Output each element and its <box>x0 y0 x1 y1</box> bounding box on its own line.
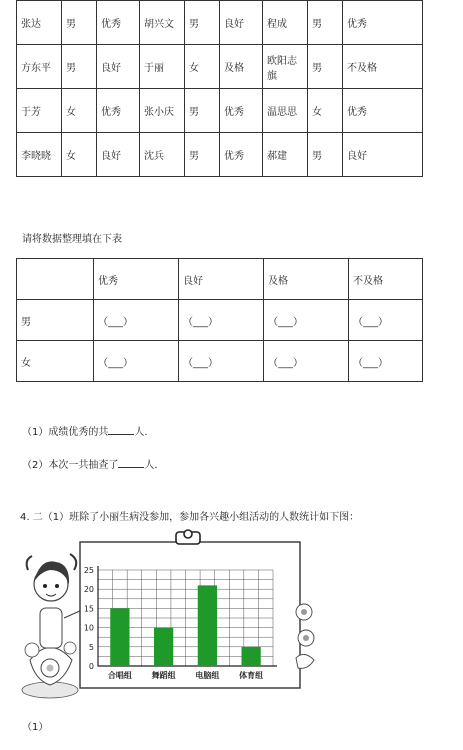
bar-2 <box>154 628 173 666</box>
roster-row <box>17 133 423 177</box>
roster-row <box>17 1 423 45</box>
answer-blank[interactable]: （___） <box>94 300 179 341</box>
gender-cell: 男 <box>185 1 220 45</box>
grade-cell: 优秀 <box>343 1 423 45</box>
gender-cell: 男 <box>308 133 343 177</box>
girl-illustration <box>20 540 86 700</box>
grade-cell: 优秀 <box>220 133 263 177</box>
gender-cell: 女 <box>62 89 97 133</box>
interest-group-bar-chart <box>78 528 308 693</box>
grade-cell: 优秀 <box>97 89 140 133</box>
question-4: 4. 二（1）班除了小丽生病没参加，参加各兴趣小组活动的人数统计如下图： <box>20 512 360 523</box>
question-1-blank[interactable] <box>108 424 134 435</box>
grade-cell: 良好 <box>343 133 423 177</box>
gender-cell: 男 <box>185 133 220 177</box>
answer-blank[interactable]: （___） <box>349 341 423 382</box>
student-roster-table <box>16 0 423 177</box>
student-name-cell: 温思思 <box>263 89 308 133</box>
question-2 <box>22 456 158 471</box>
tally-row-male <box>17 300 423 341</box>
question-1 <box>22 423 148 438</box>
gender-cell: 男 <box>185 89 220 133</box>
student-name-cell: 郝建 <box>263 133 308 177</box>
instruction-text: 请将数据整理填在下表 <box>22 234 122 245</box>
flower-decoration <box>290 598 320 678</box>
student-name-cell: 李晓晓 <box>17 133 62 177</box>
grade-cell: 良好 <box>97 133 140 177</box>
question-2-suffix: 人. <box>144 460 158 471</box>
answer-blank[interactable]: （___） <box>264 300 349 341</box>
question-1-prefix: （1）成绩优秀的共 <box>22 427 109 438</box>
student-name-cell: 于丽 <box>140 45 185 89</box>
tally-header-cell: 及格 <box>264 259 349 300</box>
student-name-cell: 沈兵 <box>140 133 185 177</box>
y-tick-label: 25 <box>83 566 94 575</box>
x-tick-label: 合唱组 <box>107 671 132 680</box>
grade-cell: 良好 <box>220 1 263 45</box>
question-2-blank[interactable] <box>118 457 144 468</box>
tally-row-label: 男 <box>17 300 94 341</box>
y-tick-label: 15 <box>83 604 94 614</box>
grade-cell: 不及格 <box>343 45 423 89</box>
question-2-prefix: （2）本次一共抽查了 <box>22 460 119 471</box>
bar-1 <box>110 608 129 666</box>
grade-cell: 良好 <box>97 45 140 89</box>
answer-blank[interactable]: （___） <box>94 341 179 382</box>
tally-row-female <box>17 341 423 382</box>
student-name-cell: 胡兴文 <box>140 1 185 45</box>
answer-blank[interactable]: （___） <box>179 300 264 341</box>
tally-header-cell: 不及格 <box>349 259 423 300</box>
roster-row <box>17 45 423 89</box>
bar-4 <box>242 647 261 666</box>
tally-header-cell: 优秀 <box>94 259 179 300</box>
tally-table <box>16 258 423 382</box>
answer-blank[interactable]: （___） <box>179 341 264 382</box>
gender-cell: 女 <box>185 45 220 89</box>
gender-cell: 男 <box>308 1 343 45</box>
tally-header-cell <box>17 259 94 300</box>
roster-row <box>17 89 423 133</box>
y-tick-label: 20 <box>83 585 94 595</box>
grade-cell: 及格 <box>220 45 263 89</box>
gender-cell: 男 <box>62 45 97 89</box>
answer-blank[interactable]: （___） <box>264 341 349 382</box>
y-tick-label: 5 <box>88 642 94 652</box>
y-tick-label: 0 <box>88 662 94 671</box>
gender-cell: 女 <box>62 133 97 177</box>
clipboard-clip-icon <box>176 530 200 544</box>
x-tick-label: 体育组 <box>239 671 264 680</box>
question-1-suffix: 人. <box>134 427 148 438</box>
gender-cell: 女 <box>308 89 343 133</box>
y-tick-label: 10 <box>83 623 94 633</box>
grade-cell: 优秀 <box>97 1 140 45</box>
x-tick-label: 电脑组 <box>195 671 220 680</box>
x-tick-label: 舞蹈组 <box>151 671 176 680</box>
student-name-cell: 张小庆 <box>140 89 185 133</box>
gender-cell: 男 <box>308 45 343 89</box>
bar-3 <box>198 585 217 666</box>
student-name-cell: 程成 <box>263 1 308 45</box>
answer-blank[interactable]: （___） <box>349 300 423 341</box>
student-name-cell: 方东平 <box>17 45 62 89</box>
tally-header-row <box>17 259 423 300</box>
student-name-cell: 于芳 <box>17 89 62 133</box>
student-name-cell: 张达 <box>17 1 62 45</box>
question-4-1: （1） <box>22 722 49 733</box>
tally-header-cell: 良好 <box>179 259 264 300</box>
student-name-cell: 欧阳志旗 <box>263 45 308 89</box>
grade-cell: 优秀 <box>343 89 423 133</box>
gender-cell: 男 <box>62 1 97 45</box>
tally-row-label: 女 <box>17 341 94 382</box>
grade-cell: 优秀 <box>220 89 263 133</box>
